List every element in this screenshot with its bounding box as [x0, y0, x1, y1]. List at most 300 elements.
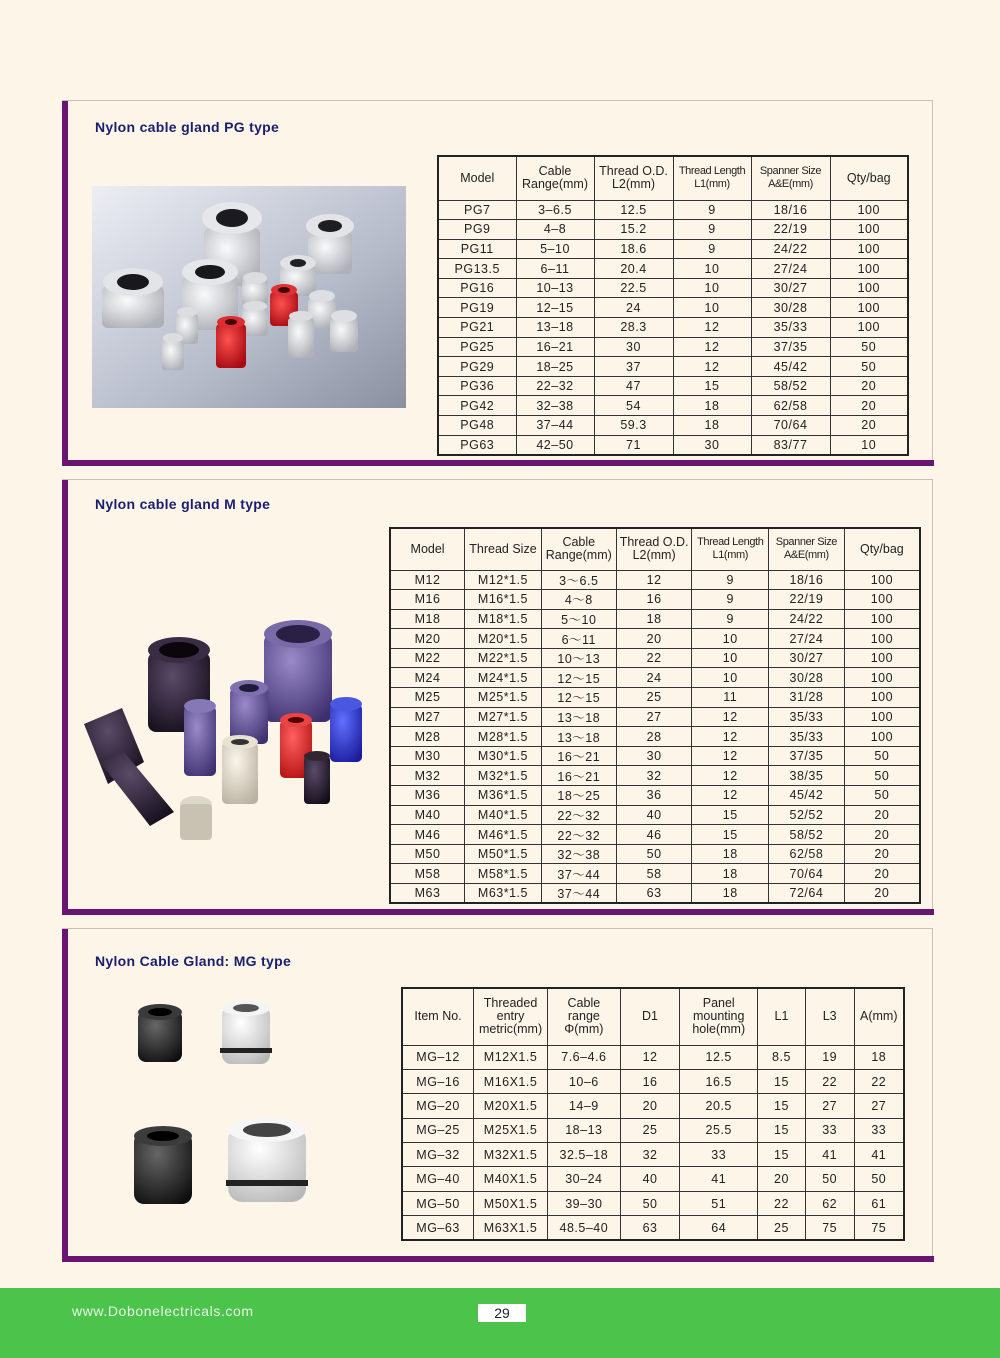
table-cell: M40 — [390, 805, 465, 825]
table-cell: 10 — [673, 278, 751, 298]
panel-accent-bottom — [62, 909, 934, 915]
table-cell: M18 — [390, 609, 465, 629]
table-row — [438, 318, 908, 338]
table-cell: 10–6 — [548, 1069, 621, 1093]
table-cell: M20*1.5 — [465, 629, 542, 649]
table-cell: 9 — [692, 590, 769, 610]
table-cell: M12*1.5 — [465, 570, 542, 590]
table-row — [402, 1118, 904, 1142]
table-cell: 15 — [692, 825, 769, 845]
table-cell: 16～21 — [541, 746, 616, 766]
table-cell: 100 — [844, 629, 920, 649]
table-cell: 27 — [854, 1094, 904, 1118]
table-cell: 33 — [805, 1118, 854, 1142]
table-row — [390, 805, 920, 825]
table-cell: 12～15 — [541, 688, 616, 708]
table-cell: 22 — [616, 648, 692, 668]
table-cell: 13～18 — [541, 707, 616, 727]
table-cell: PG29 — [438, 357, 516, 377]
table-cell: 100 — [830, 318, 908, 338]
table-cell: MG–50 — [402, 1191, 474, 1215]
table-cell: 10 — [673, 259, 751, 279]
table-cell: M25 — [390, 688, 465, 708]
table-cell: 58 — [616, 864, 692, 884]
m-section-title: Nylon cable gland M type — [95, 496, 271, 512]
table-cell: 39–30 — [548, 1191, 621, 1215]
table-cell: PG25 — [438, 337, 516, 357]
table-cell: 15 — [673, 376, 751, 396]
table-cell: MG–20 — [402, 1094, 474, 1118]
table-cell: 37/35 — [751, 337, 830, 357]
table-cell: 32 — [620, 1143, 680, 1167]
table-cell: MG–16 — [402, 1069, 474, 1093]
table-cell: 13～18 — [541, 727, 616, 747]
table-cell: M63X1.5 — [474, 1216, 548, 1240]
table-cell: 12.5 — [594, 200, 673, 220]
mg-col-header: D1 — [620, 988, 680, 1045]
table-cell: 28 — [616, 727, 692, 747]
table-row — [438, 376, 908, 396]
table-cell: 36 — [616, 786, 692, 806]
table-row — [390, 707, 920, 727]
pg-spec-table — [437, 155, 909, 456]
table-cell: 22～32 — [541, 805, 616, 825]
table-cell: PG7 — [438, 200, 516, 220]
table-cell: 10 — [830, 435, 908, 455]
table-cell: 32.5–18 — [548, 1143, 621, 1167]
table-row — [390, 864, 920, 884]
table-cell: 20 — [844, 805, 920, 825]
m-col-header: Thread Length L1(mm) — [692, 528, 769, 570]
table-cell: 47 — [594, 376, 673, 396]
table-cell: 70/64 — [769, 864, 845, 884]
table-cell: M58*1.5 — [465, 864, 542, 884]
table-cell: 100 — [844, 609, 920, 629]
table-cell: 10 — [673, 298, 751, 318]
pg-section-title: Nylon cable gland PG type — [95, 119, 280, 135]
table-cell: 30/27 — [769, 648, 845, 668]
footer-bar — [0, 1288, 1000, 1358]
table-row — [438, 200, 908, 220]
table-cell: M63*1.5 — [465, 884, 542, 904]
table-cell: M24*1.5 — [465, 668, 542, 688]
mg-col-header: L3 — [805, 988, 854, 1045]
mg-col-header: Cable range Φ(mm) — [548, 988, 621, 1045]
table-cell: 50 — [805, 1167, 854, 1191]
table-cell: 41 — [854, 1143, 904, 1167]
table-row — [438, 220, 908, 240]
table-cell: 10 — [692, 668, 769, 688]
table-row — [390, 648, 920, 668]
table-cell: 100 — [844, 707, 920, 727]
table-cell: 5～10 — [541, 609, 616, 629]
table-row — [438, 396, 908, 416]
table-cell: 20 — [620, 1094, 680, 1118]
pg-table-body — [438, 200, 908, 455]
table-cell: M20 — [390, 629, 465, 649]
table-cell: PG48 — [438, 416, 516, 436]
table-cell: 50 — [844, 746, 920, 766]
table-cell: M12X1.5 — [474, 1045, 548, 1069]
table-cell: 28.3 — [594, 318, 673, 338]
table-cell: 27 — [616, 707, 692, 727]
table-cell: 12 — [673, 318, 751, 338]
table-cell: 15 — [692, 805, 769, 825]
table-cell: 3～6.5 — [541, 570, 616, 590]
table-cell: 22～32 — [541, 825, 616, 845]
table-cell: 24/22 — [751, 239, 830, 259]
table-cell: M18*1.5 — [465, 609, 542, 629]
table-cell: 42–50 — [516, 435, 594, 455]
table-row — [390, 590, 920, 610]
table-cell: 48.5–40 — [548, 1216, 621, 1240]
m-col-header: Thread O.D. L2(mm) — [616, 528, 692, 570]
table-cell: 4～8 — [541, 590, 616, 610]
table-cell: 12 — [620, 1045, 680, 1069]
table-row — [402, 1094, 904, 1118]
table-cell: M16*1.5 — [465, 590, 542, 610]
table-cell: 32–38 — [516, 396, 594, 416]
table-cell: 18/16 — [769, 570, 845, 590]
table-cell: 100 — [830, 259, 908, 279]
table-cell: 25.5 — [680, 1118, 758, 1142]
table-cell: PG13.5 — [438, 259, 516, 279]
table-cell: 100 — [844, 590, 920, 610]
table-row — [390, 688, 920, 708]
table-cell: 18 — [616, 609, 692, 629]
table-cell: 58/52 — [751, 376, 830, 396]
table-cell: 16 — [616, 590, 692, 610]
table-cell: 14–9 — [548, 1094, 621, 1118]
pg-product-photo — [92, 186, 406, 408]
table-cell: M50*1.5 — [465, 844, 542, 864]
pg-col-header: Model — [438, 156, 516, 200]
footer-website-link[interactable]: www.Dobonelectricals.com — [72, 1303, 254, 1319]
table-cell: 10～13 — [541, 648, 616, 668]
table-cell: 20 — [830, 376, 908, 396]
table-cell: 25 — [758, 1216, 806, 1240]
table-cell: 10 — [692, 629, 769, 649]
table-cell: M46*1.5 — [465, 825, 542, 845]
m-col-header: Qty/bag — [844, 528, 920, 570]
table-cell: PG16 — [438, 278, 516, 298]
table-cell: PG19 — [438, 298, 516, 318]
table-cell: 46 — [616, 825, 692, 845]
table-cell: 100 — [844, 570, 920, 590]
table-cell: MG–32 — [402, 1143, 474, 1167]
table-cell: 20 — [830, 396, 908, 416]
table-cell: M36*1.5 — [465, 786, 542, 806]
table-cell: 30/28 — [751, 298, 830, 318]
pg-col-header: Cable Range(mm) — [516, 156, 594, 200]
table-cell: 15.2 — [594, 220, 673, 240]
table-row — [390, 844, 920, 864]
table-row — [438, 416, 908, 436]
table-cell: 37～44 — [541, 884, 616, 904]
table-cell: 18 — [692, 844, 769, 864]
table-cell: 59.3 — [594, 416, 673, 436]
pg-col-header: Thread O.D. L2(mm) — [594, 156, 673, 200]
mg-col-header: Item No. — [402, 988, 474, 1045]
table-cell: 62/58 — [751, 396, 830, 416]
table-cell: 9 — [692, 609, 769, 629]
mg-product-photo — [126, 996, 326, 1212]
table-row — [390, 629, 920, 649]
table-row — [438, 357, 908, 377]
table-cell: 12 — [616, 570, 692, 590]
table-cell: M24 — [390, 668, 465, 688]
table-cell: MG–12 — [402, 1045, 474, 1069]
table-cell: 100 — [844, 668, 920, 688]
table-cell: 45/42 — [769, 786, 845, 806]
table-cell: 32～38 — [541, 844, 616, 864]
table-cell: 35/33 — [751, 318, 830, 338]
table-cell: 20.4 — [594, 259, 673, 279]
table-cell: 100 — [844, 648, 920, 668]
pg-col-header: Thread Length L1(mm) — [673, 156, 751, 200]
table-cell: 27/24 — [751, 259, 830, 279]
table-cell: 51 — [680, 1191, 758, 1215]
table-cell: M12 — [390, 570, 465, 590]
table-cell: M40*1.5 — [465, 805, 542, 825]
table-cell: 3–6.5 — [516, 200, 594, 220]
panel-accent-bottom — [62, 1256, 934, 1262]
table-cell: 20 — [844, 864, 920, 884]
table-cell: 20 — [844, 884, 920, 904]
table-cell: M22*1.5 — [465, 648, 542, 668]
table-cell: M25X1.5 — [474, 1118, 548, 1142]
panel-accent-left — [62, 929, 68, 1262]
table-cell: 61 — [854, 1191, 904, 1215]
table-cell: M27 — [390, 707, 465, 727]
m-col-header: Cable Range(mm) — [541, 528, 616, 570]
table-cell: 62/58 — [769, 844, 845, 864]
m-product-photo — [78, 612, 382, 848]
table-row — [390, 668, 920, 688]
table-cell: 50 — [854, 1167, 904, 1191]
table-cell: MG–40 — [402, 1167, 474, 1191]
table-cell: PG63 — [438, 435, 516, 455]
table-cell: 20 — [616, 629, 692, 649]
table-cell: 50 — [620, 1191, 680, 1215]
pg-col-header: Spanner Size A&E(mm) — [751, 156, 830, 200]
table-row — [402, 1069, 904, 1093]
table-cell: 52/52 — [769, 805, 845, 825]
table-cell: M28*1.5 — [465, 727, 542, 747]
m-col-header: Model — [390, 528, 465, 570]
table-row — [438, 259, 908, 279]
table-cell: 18–13 — [548, 1118, 621, 1142]
table-row — [402, 1045, 904, 1069]
table-cell: 38/35 — [769, 766, 845, 786]
table-cell: 62 — [805, 1191, 854, 1215]
table-cell: MG–25 — [402, 1118, 474, 1142]
table-cell: 30 — [616, 746, 692, 766]
table-cell: 45/42 — [751, 357, 830, 377]
table-cell: PG11 — [438, 239, 516, 259]
mg-section-title: Nylon Cable Gland: MG type — [95, 953, 292, 969]
table-cell: 15 — [758, 1118, 806, 1142]
table-cell: 22/19 — [769, 590, 845, 610]
mg-col-header: A(mm) — [854, 988, 904, 1045]
table-cell: 18.6 — [594, 239, 673, 259]
table-cell: PG42 — [438, 396, 516, 416]
table-cell: 40 — [620, 1167, 680, 1191]
table-cell: 100 — [844, 688, 920, 708]
table-cell: 100 — [844, 727, 920, 747]
table-cell: 33 — [680, 1143, 758, 1167]
table-cell: 100 — [830, 298, 908, 318]
table-cell: M40X1.5 — [474, 1167, 548, 1191]
table-cell: M25*1.5 — [465, 688, 542, 708]
table-row — [402, 1143, 904, 1167]
table-cell: 20 — [830, 416, 908, 436]
panel-accent-left — [62, 101, 68, 466]
table-cell: 30 — [594, 337, 673, 357]
mg-col-header: L1 — [758, 988, 806, 1045]
table-row — [438, 337, 908, 357]
table-cell: M46 — [390, 825, 465, 845]
table-cell: 24/22 — [769, 609, 845, 629]
table-cell: M20X1.5 — [474, 1094, 548, 1118]
table-cell: M32X1.5 — [474, 1143, 548, 1167]
table-cell: M32 — [390, 766, 465, 786]
table-cell: M58 — [390, 864, 465, 884]
table-cell: 35/33 — [769, 727, 845, 747]
table-cell: 50 — [844, 786, 920, 806]
table-cell: 13–18 — [516, 318, 594, 338]
table-cell: M22 — [390, 648, 465, 668]
table-cell: 12 — [673, 337, 751, 357]
table-cell: 30/27 — [751, 278, 830, 298]
table-cell: M50 — [390, 844, 465, 864]
table-cell: 16～21 — [541, 766, 616, 786]
m-table-body — [390, 570, 920, 903]
table-cell: 18/16 — [751, 200, 830, 220]
table-cell: 12～15 — [541, 668, 616, 688]
table-cell: 35/33 — [769, 707, 845, 727]
table-cell: 83/77 — [751, 435, 830, 455]
table-cell: 37～44 — [541, 864, 616, 884]
table-cell: 32 — [616, 766, 692, 786]
table-cell: 75 — [805, 1216, 854, 1240]
table-row — [390, 727, 920, 747]
table-cell: 8.5 — [758, 1045, 806, 1069]
table-cell: 18 — [692, 884, 769, 904]
table-cell: 10–13 — [516, 278, 594, 298]
table-cell: 20.5 — [680, 1094, 758, 1118]
table-cell: 9 — [692, 570, 769, 590]
table-cell: 100 — [830, 200, 908, 220]
table-cell: 9 — [673, 200, 751, 220]
table-cell: 58/52 — [769, 825, 845, 845]
table-cell: 18–25 — [516, 357, 594, 377]
table-cell: 22 — [758, 1191, 806, 1215]
table-cell: 22 — [805, 1069, 854, 1093]
mg-col-header: Panel mounting hole(mm) — [680, 988, 758, 1045]
table-cell: 22.5 — [594, 278, 673, 298]
table-cell: 12 — [692, 727, 769, 747]
table-cell: 10 — [692, 648, 769, 668]
table-cell: 50 — [844, 766, 920, 786]
table-cell: 22 — [854, 1069, 904, 1093]
table-row — [438, 239, 908, 259]
table-cell: M16X1.5 — [474, 1069, 548, 1093]
table-cell: 20 — [844, 825, 920, 845]
table-cell: 100 — [830, 220, 908, 240]
table-cell: 27/24 — [769, 629, 845, 649]
table-cell: M30*1.5 — [465, 746, 542, 766]
table-cell: 50 — [830, 337, 908, 357]
table-cell: 22–32 — [516, 376, 594, 396]
table-cell: 12 — [673, 357, 751, 377]
table-cell: 9 — [673, 220, 751, 240]
table-cell: 33 — [854, 1118, 904, 1142]
table-cell: 100 — [830, 239, 908, 259]
table-cell: 6–11 — [516, 259, 594, 279]
table-cell: 18 — [673, 396, 751, 416]
table-row — [402, 1167, 904, 1191]
table-cell: 12 — [692, 746, 769, 766]
table-cell: 25 — [620, 1118, 680, 1142]
table-cell: 7.6–4.6 — [548, 1045, 621, 1069]
table-cell: 15 — [758, 1094, 806, 1118]
table-cell: 16 — [620, 1069, 680, 1093]
table-cell: 20 — [758, 1167, 806, 1191]
table-cell: 71 — [594, 435, 673, 455]
table-cell: 64 — [680, 1216, 758, 1240]
table-cell: PG21 — [438, 318, 516, 338]
table-cell: M36 — [390, 786, 465, 806]
table-row — [438, 278, 908, 298]
table-row — [402, 1191, 904, 1215]
table-cell: 12.5 — [680, 1045, 758, 1069]
table-cell: 30–24 — [548, 1167, 621, 1191]
table-cell: 37 — [594, 357, 673, 377]
table-row — [438, 298, 908, 318]
table-cell: 4–8 — [516, 220, 594, 240]
table-row — [390, 746, 920, 766]
table-row — [390, 570, 920, 590]
table-cell: 15 — [758, 1069, 806, 1093]
mg-col-header: Threaded entry metric(mm) — [474, 988, 548, 1045]
table-cell: M32*1.5 — [465, 766, 542, 786]
table-row — [438, 435, 908, 455]
m-col-header: Thread Size — [465, 528, 542, 570]
table-cell: 30/28 — [769, 668, 845, 688]
table-cell: M63 — [390, 884, 465, 904]
m-col-header: Spanner Size A&E(mm) — [769, 528, 845, 570]
table-row — [390, 825, 920, 845]
table-cell: M28 — [390, 727, 465, 747]
table-cell: 70/64 — [751, 416, 830, 436]
m-spec-table — [389, 527, 921, 904]
table-cell: 5–10 — [516, 239, 594, 259]
table-cell: 18 — [854, 1045, 904, 1069]
table-cell: PG9 — [438, 220, 516, 240]
table-cell: M30 — [390, 746, 465, 766]
table-cell: M50X1.5 — [474, 1191, 548, 1215]
table-cell: 27 — [805, 1094, 854, 1118]
table-row — [390, 766, 920, 786]
table-cell: 75 — [854, 1216, 904, 1240]
table-row — [402, 1216, 904, 1240]
table-cell: 100 — [830, 278, 908, 298]
table-cell: 9 — [673, 239, 751, 259]
table-row — [390, 786, 920, 806]
table-cell: 20 — [844, 844, 920, 864]
table-cell: PG36 — [438, 376, 516, 396]
